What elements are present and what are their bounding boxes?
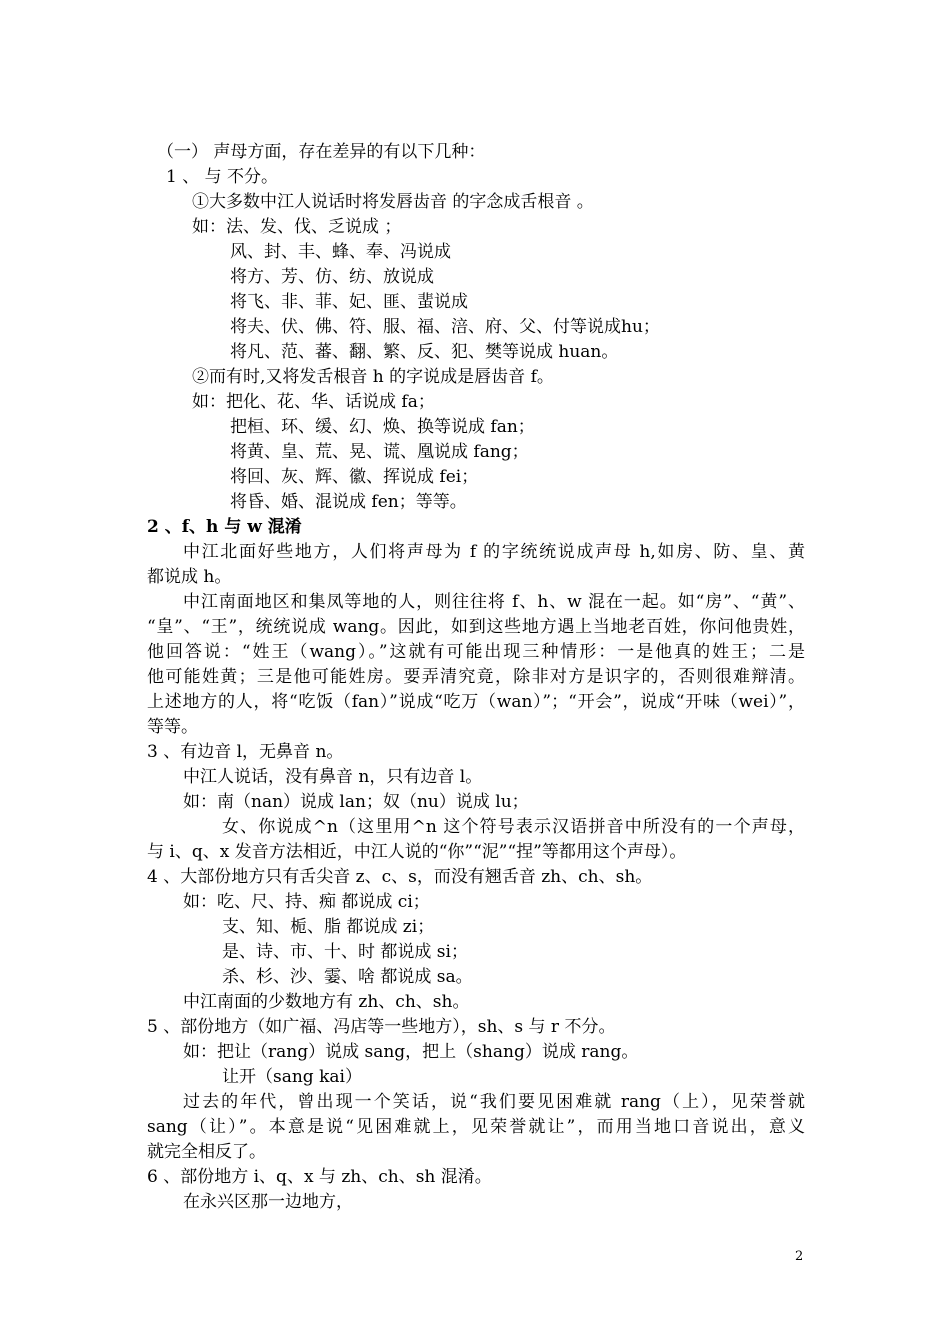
example-line: 支、知、栀、脂 都说成 zi； [222, 917, 435, 937]
example-line: 将飞、非、菲、妃、匪、蜚说成 [230, 292, 468, 312]
paragraph-line: 中江北面好些地方，人们将声母为 f 的字统统说成声母 h,如房、防、皇、黄 [183, 542, 805, 562]
item-2-heading: 2 、f、h 与 w 混淆 [147, 517, 302, 537]
paragraph-line: 过去的年代，曾出现一个笑话，说“我们要见困难就 rang（上），见荣誉就 [183, 1092, 805, 1112]
paragraph-line: 都说成 h。 [147, 567, 232, 587]
example-line: 如：吃、尺、持、痴 都说成 ci； [183, 892, 430, 912]
paragraph-line: ②而有时,又将发舌根音 h 的字说成是唇齿音 f。 [192, 367, 554, 387]
item-1-heading: 1 、 与 不分。 [166, 167, 279, 187]
paragraph-line: 在永兴区那一边地方， [183, 1192, 353, 1212]
example-line: 如：南（nan）说成 lan；奴（nu）说成 lu； [183, 792, 529, 812]
paragraph-line: sang（让）”。本意是说“见困难就上，见荣誉就让”，而用当地口音说出，意义 [147, 1117, 805, 1137]
paragraph-line: “皇”、“王”，统统说成 wang。因此，如到这些地方遇上当地老百姓，你问他贵姓， [147, 617, 805, 637]
example-line: 是、诗、市、十、时 都说成 si； [222, 942, 468, 962]
paragraph-line: 中江人说话，没有鼻音 n，只有边音 l。 [183, 767, 483, 787]
paragraph-line: 中江南面的少数地方有 zh、ch、sh。 [183, 992, 470, 1012]
item-4-heading: 4 、大部份地方只有舌尖音 z、c、s，而没有翘舌音 zh、ch、sh。 [147, 867, 653, 887]
paragraph-line: 他回答说：“姓王（wang）。”这就有可能出现三种情形：一是他真的姓王；二是 [147, 642, 805, 662]
example-line: 如：法、发、伐、乏说成 ； [192, 217, 402, 237]
example-line: 将凡、范、蕃、翻、繁、反、犯、樊等说成 huan。 [230, 342, 619, 362]
paragraph-line: 与 i、q、x 发音方法相近，中江人说的“你”“泥”“捏”等都用这个声母）。 [147, 842, 687, 862]
section-heading: （一） 声母方面，存在差异的有以下几种： [157, 142, 486, 162]
paragraph-line: ①大多数中江人说话时将发唇齿音 的字念成舌根音 。 [192, 192, 594, 212]
example-line: 将昏、婚、混说成 fen；等等。 [230, 492, 467, 512]
page-number: 2 [795, 1249, 804, 1264]
example-line: 如：把化、花、华、话说成 fa； [192, 392, 435, 412]
paragraph-line: 上述地方的人，将“吃饭（fan）”说成“吃万（wan）”；“开会”，说成“开味（wei）”， [147, 692, 805, 712]
example-line: 女、你说成^n（这里用^n 这个符号表示汉语拼音中所没有的一个声母， [222, 817, 805, 837]
paragraph-line: 中江南面地区和集凤等地的人，则往往将 f、h、w 混在一起。如“房”、“黄”、 [183, 592, 805, 612]
item-6-heading: 6 、部份地方 i、q、x 与 zh、ch、sh 混淆。 [147, 1167, 492, 1187]
paragraph-line: 他可能姓黄；三是他可能姓房。要弄清究竟，除非对方是识字的，否则很难辩清。 [147, 667, 805, 687]
example-line: 让开（sang kai） [222, 1067, 362, 1087]
example-line: 将夫、伏、佛、符、服、福、涪、府、父、付等说成hu； [230, 317, 660, 337]
example-line: 风、封、丰、蜂、奉、冯说成 [230, 242, 451, 262]
item-3-heading: 3 、有边音 l，无鼻音 n。 [147, 742, 344, 762]
example-line: 把桓、环、缓、幻、焕、换等说成 fan； [230, 417, 535, 437]
item-5-heading: 5 、部份地方（如广福、冯店等一些地方），sh、s 与 r 不分。 [147, 1017, 616, 1037]
example-line: 将黄、皇、荒、晃、谎、凰说成 fang； [230, 442, 529, 462]
example-line: 杀、杉、沙、霎、啥 都说成 sa。 [222, 967, 473, 987]
example-line: 将回、灰、辉、徽、挥说成 fei； [230, 467, 479, 487]
example-line: 如：把让（rang）说成 sang，把上（shang）说成 rang。 [183, 1042, 639, 1062]
example-line: 将方、芳、仿、纺、放说成 [230, 267, 434, 287]
paragraph-line: 等等。 [147, 717, 198, 737]
paragraph-line: 就完全相反了。 [147, 1142, 266, 1162]
